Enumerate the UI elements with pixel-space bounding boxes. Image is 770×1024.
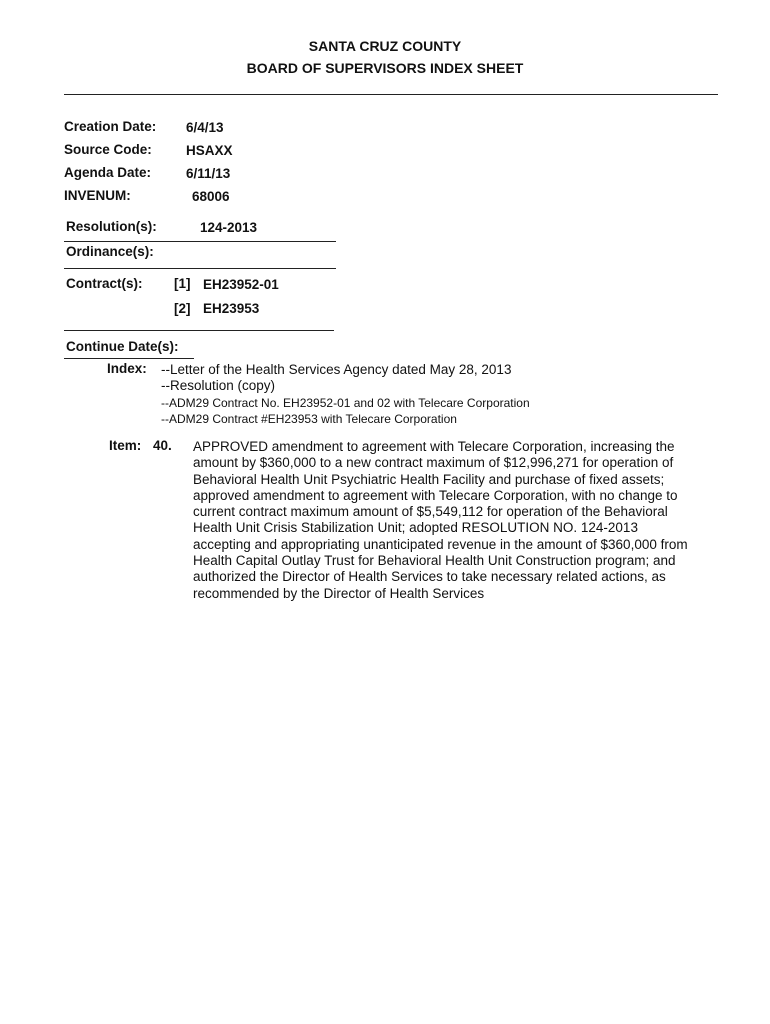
creation-date-value: 6/4/13 bbox=[186, 120, 224, 135]
index-entry: --ADM29 Contract #EH23953 with Telecare Corporation bbox=[161, 412, 457, 426]
contracts-divider bbox=[64, 330, 334, 331]
agenda-date-label: Agenda Date: bbox=[64, 165, 152, 180]
ordinances-divider bbox=[64, 268, 336, 269]
item-description-line: APPROVED amendment to agreement with Telecare Corporation, increasing the bbox=[193, 439, 675, 454]
contract-number: [2] bbox=[174, 301, 191, 316]
creation-date-label: Creation Date: bbox=[64, 119, 157, 134]
item-description bbox=[193, 439, 713, 602]
item-label: Item: bbox=[109, 438, 142, 453]
resolutions-label: Resolution(s): bbox=[66, 219, 157, 234]
item-description-line: recommended by the Director of Health Services bbox=[193, 585, 485, 601]
header-title-sheet: BOARD OF SUPERVISORS INDEX SHEET bbox=[246, 60, 524, 76]
source-code-value: HSAXX bbox=[186, 143, 233, 158]
header-title-county: SANTA CRUZ COUNTY bbox=[308, 38, 462, 54]
header-divider bbox=[64, 94, 718, 95]
resolutions-divider bbox=[64, 241, 336, 242]
invenum-label: INVENUM: bbox=[64, 188, 131, 203]
item-description-line: Health Capital Outlay Trust for Behavioral Health Unit Construction program; and bbox=[193, 553, 676, 569]
source-code-label: Source Code: bbox=[64, 142, 152, 157]
index-entry: --Resolution (copy) bbox=[161, 378, 276, 393]
item-description-line: Behavioral Health Unit Psychiatric Health Facility and purchase of fixed assets; bbox=[193, 471, 665, 487]
contracts-label: Contract(s): bbox=[66, 276, 143, 291]
item-description-line: approved amendment to agreement with Telecare Corporation, with no change to bbox=[193, 487, 678, 503]
continue-dates-label: Continue Date(s): bbox=[66, 339, 179, 354]
invenum-value: 68006 bbox=[192, 189, 230, 204]
item-number: 40. bbox=[153, 438, 172, 453]
continue-dates-divider bbox=[64, 358, 194, 359]
contract-number: [1] bbox=[174, 276, 191, 291]
item-description-line: current contract maximum amount of $5,549,112 for operation of the Behavioral bbox=[193, 504, 668, 520]
item-description-line: accepting and appropriating unanticipated revenue in the amount of $360,000 from bbox=[193, 536, 688, 552]
item-description-line: amount by $360,000 to a new contract maximum of $12,996,271 for operation of bbox=[193, 455, 674, 471]
index-label: Index: bbox=[107, 361, 147, 376]
item-description-line: authorized the Director of Health Services to take necessary related actions, as bbox=[193, 569, 666, 585]
ordinances-label: Ordinance(s): bbox=[66, 244, 154, 259]
contract-id: EH23952-01 bbox=[203, 277, 279, 292]
contract-id: EH23953 bbox=[203, 301, 260, 316]
index-entry: --ADM29 Contract No. EH23952-01 and 02 with Telecare Corporation bbox=[161, 396, 530, 410]
item-description-line: Health Unit Crisis Stabilization Unit; adopted RESOLUTION NO. 124-2013 bbox=[193, 520, 638, 536]
resolutions-value: 124-2013 bbox=[200, 220, 258, 235]
agenda-date-value: 6/11/13 bbox=[186, 166, 231, 181]
index-entry: --Letter of the Health Services Agency dated May 28, 2013 bbox=[161, 362, 512, 377]
